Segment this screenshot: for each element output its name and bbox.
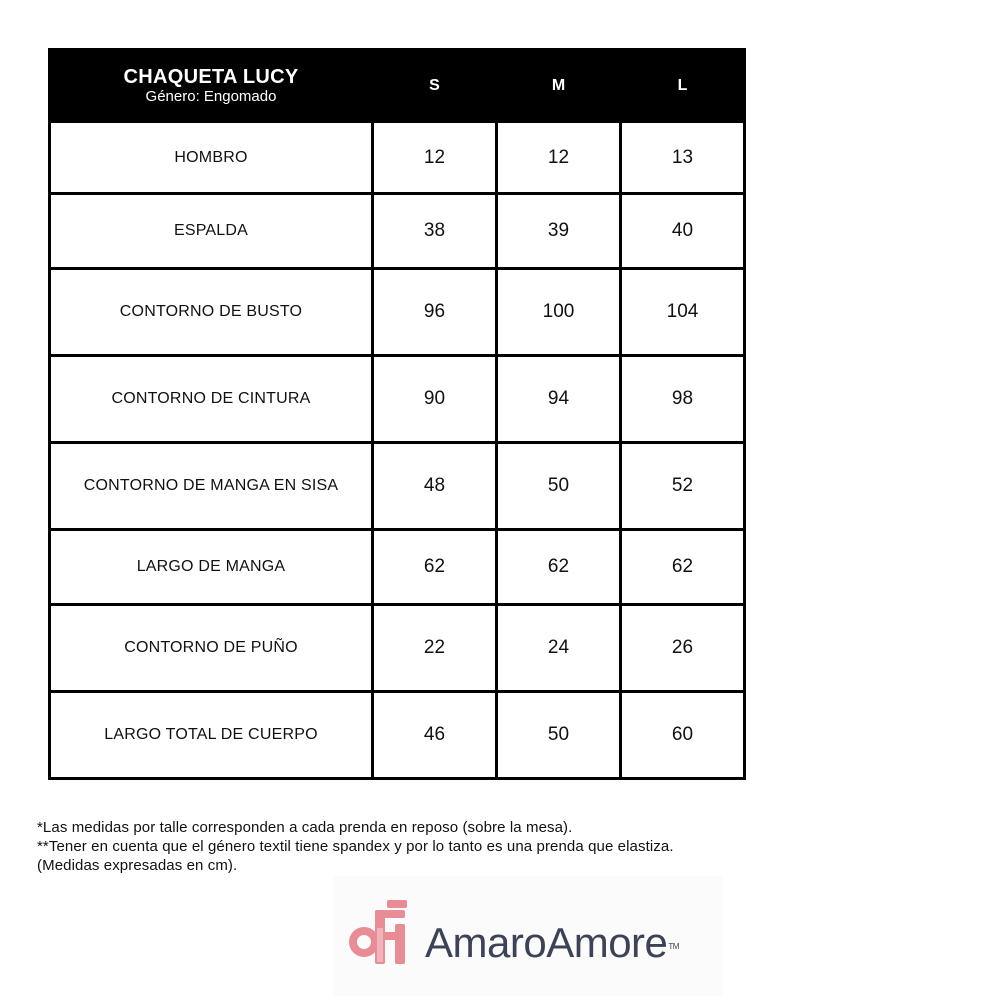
measure-value-s: 46: [373, 692, 497, 779]
measure-value-s: 38: [373, 194, 497, 269]
measure-label: CONTORNO DE BUSTO: [50, 269, 373, 356]
measure-value-s: 90: [373, 356, 497, 443]
measure-value-m: 62: [497, 530, 621, 605]
table-row: [50, 692, 745, 779]
measure-value-m: 94: [497, 356, 621, 443]
measure-value-s: 48: [373, 443, 497, 530]
table-row: [50, 122, 745, 194]
note-spandex: **Tener en cuenta que el género textil tiene spandex y por lo tanto es una prenda que elastiza.: [37, 838, 674, 855]
measure-value-m: 100: [497, 269, 621, 356]
measure-value-s: 22: [373, 605, 497, 692]
measure-value-m: 50: [497, 443, 621, 530]
measure-label: ESPALDA: [50, 194, 373, 269]
product-header-cell: [50, 50, 373, 122]
measure-value-m: 50: [497, 692, 621, 779]
measure-value-m: 12: [497, 122, 621, 194]
size-header-m: M: [497, 50, 621, 122]
measure-label: LARGO TOTAL DE CUERPO: [50, 692, 373, 779]
measure-value-l: 52: [621, 443, 745, 530]
measure-value-l: 60: [621, 692, 745, 779]
measure-value-m: 24: [497, 605, 621, 692]
measure-value-l: 104: [621, 269, 745, 356]
brand-name-text: AmaroAmore: [425, 919, 668, 966]
table-row: [50, 356, 745, 443]
fabric-subtitle: Género: Engomado: [145, 87, 277, 105]
size-notes: [37, 818, 674, 875]
table-row: [50, 269, 745, 356]
measure-value-s: 62: [373, 530, 497, 605]
brand-name: [425, 918, 678, 968]
note-units: (Medidas expresadas en cm).: [37, 857, 238, 874]
table-row: [50, 443, 745, 530]
measure-label: CONTORNO DE CINTURA: [50, 356, 373, 443]
size-header-l: L: [621, 50, 745, 122]
measure-value-s: 96: [373, 269, 497, 356]
measure-value-l: 62: [621, 530, 745, 605]
table-row: [50, 605, 745, 692]
measure-label: LARGO DE MANGA: [50, 530, 373, 605]
measure-value-m: 39: [497, 194, 621, 269]
table-header-row: [50, 50, 745, 122]
measure-label: CONTORNO DE PUÑO: [50, 605, 373, 692]
measure-value-l: 98: [621, 356, 745, 443]
size-chart-table: [48, 48, 746, 780]
note-rest-measure: *Las medidas por talle corresponden a cada prenda en reposo (sobre la mesa).: [37, 819, 573, 836]
measure-value-l: 26: [621, 605, 745, 692]
table-row: [50, 194, 745, 269]
measure-value-l: 13: [621, 122, 745, 194]
table-row: [50, 530, 745, 605]
measure-value-s: 12: [373, 122, 497, 194]
brand-mark-icon: [347, 898, 413, 966]
product-title: CHAQUETA LUCY: [123, 65, 299, 88]
measure-label: CONTORNO DE MANGA EN SISA: [50, 443, 373, 530]
measure-label: HOMBRO: [50, 122, 373, 194]
brand-logo: [333, 876, 723, 996]
size-header-s: S: [373, 50, 497, 122]
trademark-symbol: TM: [668, 942, 679, 951]
measure-value-l: 40: [621, 194, 745, 269]
